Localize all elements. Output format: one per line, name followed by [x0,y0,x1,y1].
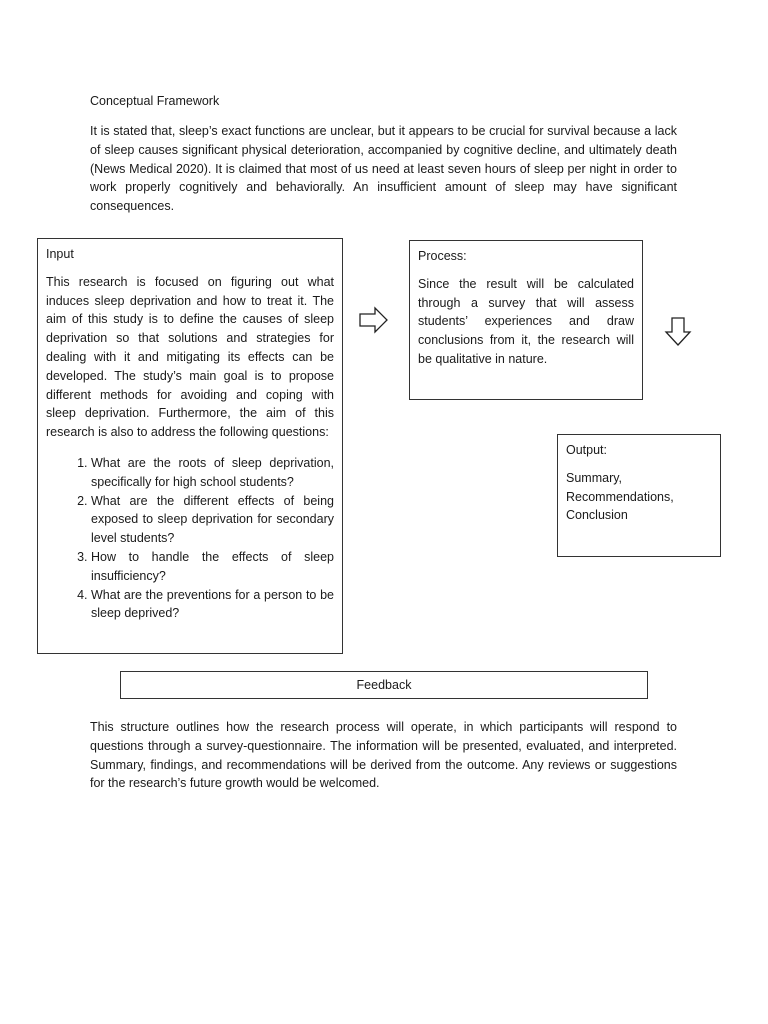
intro-paragraph: It is stated that, sleep’s exact functions are unclear, but it appears to be crucial for survival because a lack of sleep causes significant physical deterioration, accompanied by cognitive decline, and ultimately death (News Medical 2020). It is claimed that most of us need at least seven hours of sleep per night in order to work properly cognitively and behaviorally. An insufficient amount of sleep may have significant consequences. [90,124,677,214]
feedback-box [120,671,648,699]
page-title: Conceptual Framework [90,94,220,108]
research-questions-list [46,454,334,623]
input-body: This research is focused on figuring out what induces sleep deprivation and how to treat it. The aim of this study is to define the causes of sleep deprivation so that solutions and strategies for dealing with it and mitigating its effects can be developed. The study’s main goal is to propose different methods for avoiding and coping with sleep deprivation. Furthermore, the aim of this research is also to address the following questions: [46,274,334,440]
output-items [566,469,712,525]
input-title: Input [46,247,74,261]
list-item: 4. What are the preventions for a person to be sleep deprived? [91,586,334,624]
output-title: Output: [566,443,607,457]
list-item: 1. What are the roots of sleep deprivation, specifically for high school students? [91,454,334,492]
process-box [409,240,643,400]
arrow-down-icon [664,317,692,347]
arrow-right-icon [359,306,389,334]
output-box [557,434,721,557]
list-item: Summary, [566,470,623,485]
list-item: Recommendations, [566,489,674,504]
closing-paragraph: This structure outlines how the research process will operate, in which participants will respond to questions through a survey-questionnaire. The information will be presented, evaluated, and interpreted. Summary, findings, and recommendations will be derived from the outcome. Any reviews or suggestions for the research’s future growth would be welcomed. [90,720,677,791]
process-body: Since the result will be calculated through a survey that will assess students’ experiences and draw conclusions from it, the research will be qualitative in nature. [418,276,634,366]
input-box [37,238,343,654]
feedback-label: Feedback [356,678,412,692]
list-item: 3. How to handle the effects of sleep insufficiency? [91,548,334,586]
list-item: Conclusion [566,508,628,523]
process-title: Process: [418,249,467,263]
list-item: 2. What are the different effects of being exposed to sleep deprivation for secondary level students? [91,492,334,548]
